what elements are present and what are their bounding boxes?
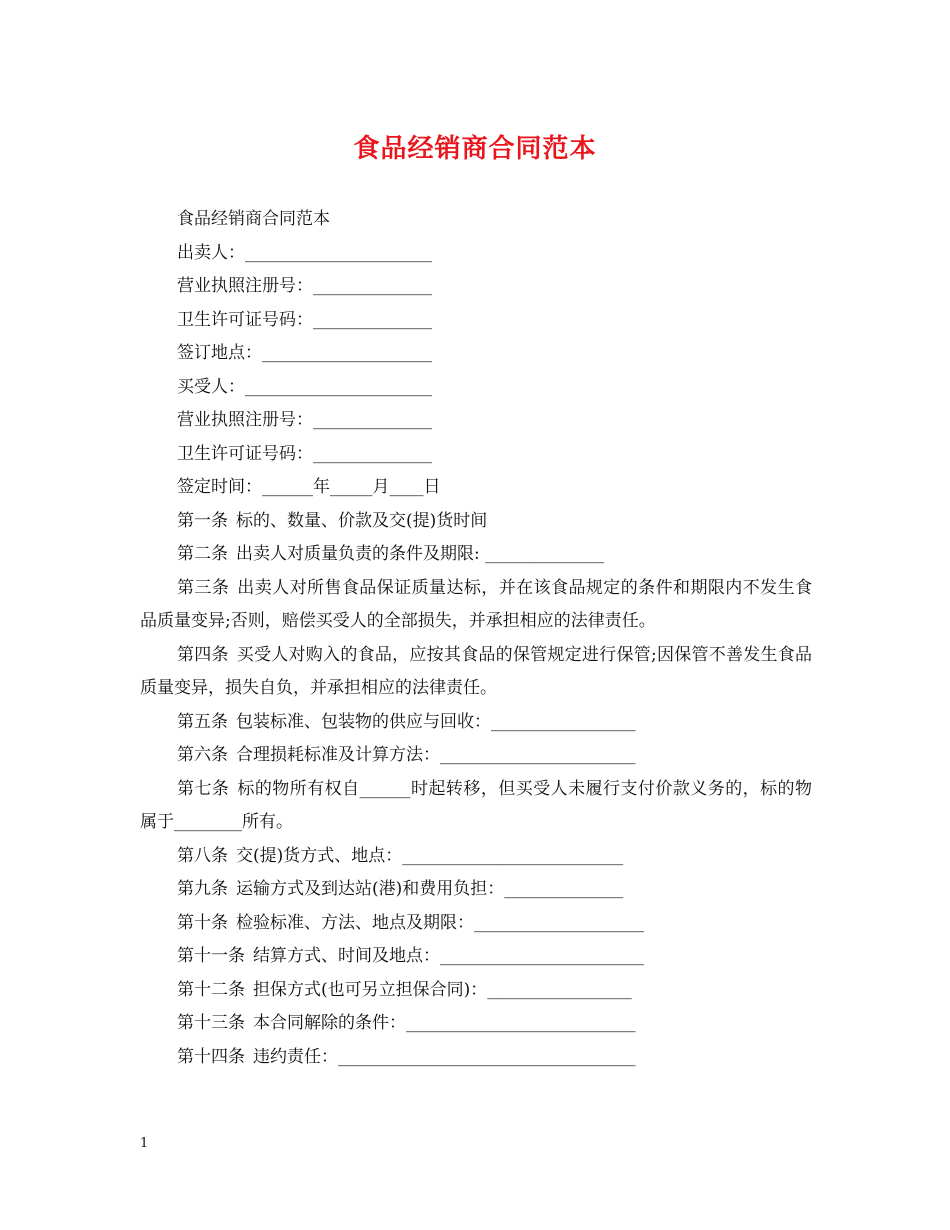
fill-blank: ______________________ [245,376,432,397]
article-number: 第十条 [177,912,228,933]
fill-blank: ______________ [313,410,432,430]
article-number: 第五条 [177,711,228,732]
article-7 [140,773,812,840]
article-number: 第十二条 [177,979,245,1000]
article-12 [140,974,812,1008]
article-text: 标的、数量、价款及交(提)货时间 [236,510,488,531]
contract-body [140,203,812,1074]
article-text: 合理损耗标准及计算方法：_______________________ [236,745,636,765]
fill-blank: ______________ [313,309,432,330]
signing-place-field [140,337,812,371]
signing-date-field: 签定时间：______年_____月____日 [177,477,441,497]
field-label: 买受人： [177,376,245,397]
article-number: 第一条 [177,510,228,531]
article-text: 出卖人对质量负责的条件及期限: ______________ [236,544,605,564]
article-6 [140,739,812,773]
article-3 [140,572,812,639]
article-2 [140,538,812,572]
article-number: 第九条 [177,879,228,899]
article-text: 标的物所有权自______时起转移，但买受人未履行支付价款义务的，标的物属于________所有。 [140,778,813,832]
field-label: 出卖人： [177,242,245,263]
article-number: 第四条 [177,644,229,665]
article-text: 运输方式及到达站(港)和费用负担：______________ [236,879,624,899]
article-text: 本合同解除的条件：___________________________ [253,1013,636,1033]
article-14 [140,1041,812,1075]
article-8 [140,840,812,874]
seller-license-field [140,270,812,304]
article-text: 结算方式、时间及地点：________________________ [253,946,644,966]
buyer-health-permit-field [140,438,812,472]
article-text: 包装标准、包装物的供应与回收：_________________ [236,711,636,732]
article-text: 违约责任：___________________________________ [253,1046,636,1067]
subtitle-line: 食品经销商合同范本 [177,209,330,229]
document-title: 食品经销商合同范本 [353,134,597,164]
field-label: 签订地点： [177,343,262,363]
field-label: 营业执照注册号： [177,276,313,296]
article-11 [140,940,812,974]
article-text: 出卖人对所售食品保证质量达标，并在该食品规定的条件和期限内不发生食品质量变异;否则，赔偿买受人的全部损失，并承担相应的法律责任。 [140,577,813,631]
article-text: 检验标准、方法、地点及期限：____________________ [236,912,644,933]
article-number: 第三条 [177,577,230,598]
fill-blank: ____________________ [262,343,432,363]
article-number: 第十三条 [177,1013,245,1033]
article-10 [140,907,812,941]
article-text: 买受人对购入的食品，应按其食品的保管规定进行保管;因保管不善发生食品质量变异，损失自负，并承担相应的法律责任。 [140,644,813,698]
article-number: 第十四条 [177,1046,245,1067]
buyer-field [140,371,812,405]
article-number: 第八条 [177,845,228,866]
seller-health-permit-field [140,304,812,338]
field-label: 卫生许可证号码： [177,309,313,330]
field-label: 营业执照注册号： [177,410,313,430]
article-4 [140,639,812,706]
article-text: 担保方式(也可另立担保合同)：_________________ [253,979,632,1000]
article-number: 第六条 [177,745,228,765]
article-9 [140,873,812,907]
article-1 [140,505,812,539]
article-number: 第十一条 [177,946,245,966]
article-13 [140,1007,812,1041]
article-5 [140,706,812,740]
seller-field [140,237,812,271]
article-number: 第二条 [177,544,228,564]
buyer-license-field [140,404,812,438]
fill-blank: ______________________ [245,242,432,263]
article-number: 第七条 [177,778,230,799]
fill-blank: ______________ [313,276,432,296]
article-text: 交(提)货方式、地点：__________________________ [236,845,624,866]
field-label: 卫生许可证号码： [177,443,313,464]
page-number: 1 [140,1136,149,1151]
fill-blank: ______________ [313,443,432,464]
